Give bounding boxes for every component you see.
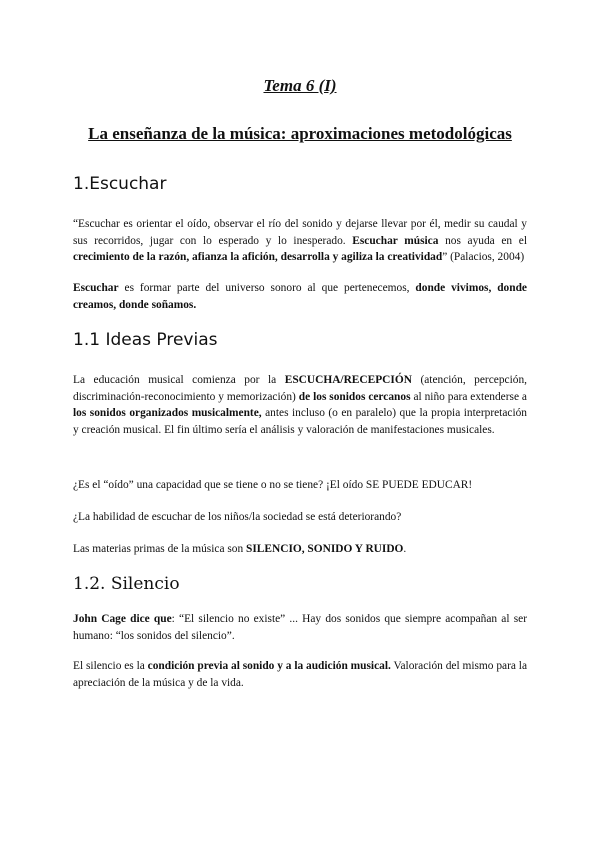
bold-text-run: donde vivimos, donde creamos, donde soñamos. — [73, 282, 527, 311]
text-run: nos ayuda en el — [438, 234, 527, 247]
text-run: Valoración del mismo para la apreciación de la música y de la vida. — [73, 660, 527, 689]
text-run: Las materias primas de la música son — [73, 543, 247, 555]
text-run: ¿Es el “oído” una capacidad que se tiene o no se tiene? ¡El oído SE PUEDE EDUCAR! — [73, 479, 473, 491]
ideas-paragraph — [73, 372, 527, 438]
text-run: (atención, percepción, discriminación-reconocimiento y memorización) — [73, 374, 527, 403]
text-run: ” (Palacios, 2004) — [442, 251, 525, 263]
cage-paragraph — [73, 611, 527, 644]
materias-primas-line — [73, 541, 527, 558]
text-run: El silencio es la — [73, 660, 148, 672]
bold-text-run: de los sonidos cercanos — [298, 390, 411, 403]
bold-text-run: los sonidos organizados musicalmente, — [73, 407, 262, 419]
bold-text-run: Escuchar música — [352, 234, 439, 247]
text-run: al niño para extenderse a — [410, 390, 527, 403]
document-title: La enseñanza de la música: aproximaciones metodológicas — [88, 124, 512, 143]
bold-text-run: ESCUCHA/RECEPCIÓN — [284, 374, 412, 386]
bold-text-run: Escuchar — [73, 282, 119, 294]
section-heading-escuchar: 1.Escuchar — [73, 174, 167, 194]
text-run: antes incluso (o en paralelo) que la propia interpretación y creación musical. El fin último sería el análisis y valoración de manifestaciones musicales. — [73, 407, 527, 436]
definition-paragraph — [73, 280, 527, 313]
topic-heading: Tema 6 (I) — [263, 76, 337, 95]
bold-text-run: crecimiento de la razón, afianza la afición, desarrolla y agiliza la creatividad — [73, 251, 443, 263]
bold-text-run: SILENCIO, SONIDO Y RUIDO — [246, 543, 404, 555]
bold-text-run: condición previa al sonido y a la audición musical. — [147, 660, 391, 672]
bold-text-run: John Cage dice que — [73, 613, 172, 625]
question-habilidad — [73, 509, 527, 526]
text-run: La educación musical comienza por la — [73, 374, 285, 386]
text-run: ¿La habilidad de escuchar de los niños/la sociedad se está deteriorando? — [73, 511, 402, 523]
silence-paragraph — [73, 658, 527, 691]
text-run: : “El silencio no existe” ... Hay dos sonidos que siempre acompañan al ser humano: “los sonidos del silencio”. — [73, 613, 527, 642]
quote-paragraph — [73, 216, 527, 266]
question-oido — [73, 477, 527, 494]
text-run: “Escuchar es orientar el oído, observar el río del sonido y dejarse llevar por él, medir su caudal y sus recorridos, jugar con lo esperado y lo inesperado. — [73, 218, 527, 247]
text-run: . — [403, 543, 407, 555]
section-heading-silencio: 1.2. Silencio — [73, 574, 180, 594]
text-run: es formar parte del universo sonoro al que pertenecemos, — [118, 282, 416, 294]
section-heading-ideas-previas: 1.1 Ideas Previas — [73, 330, 218, 350]
